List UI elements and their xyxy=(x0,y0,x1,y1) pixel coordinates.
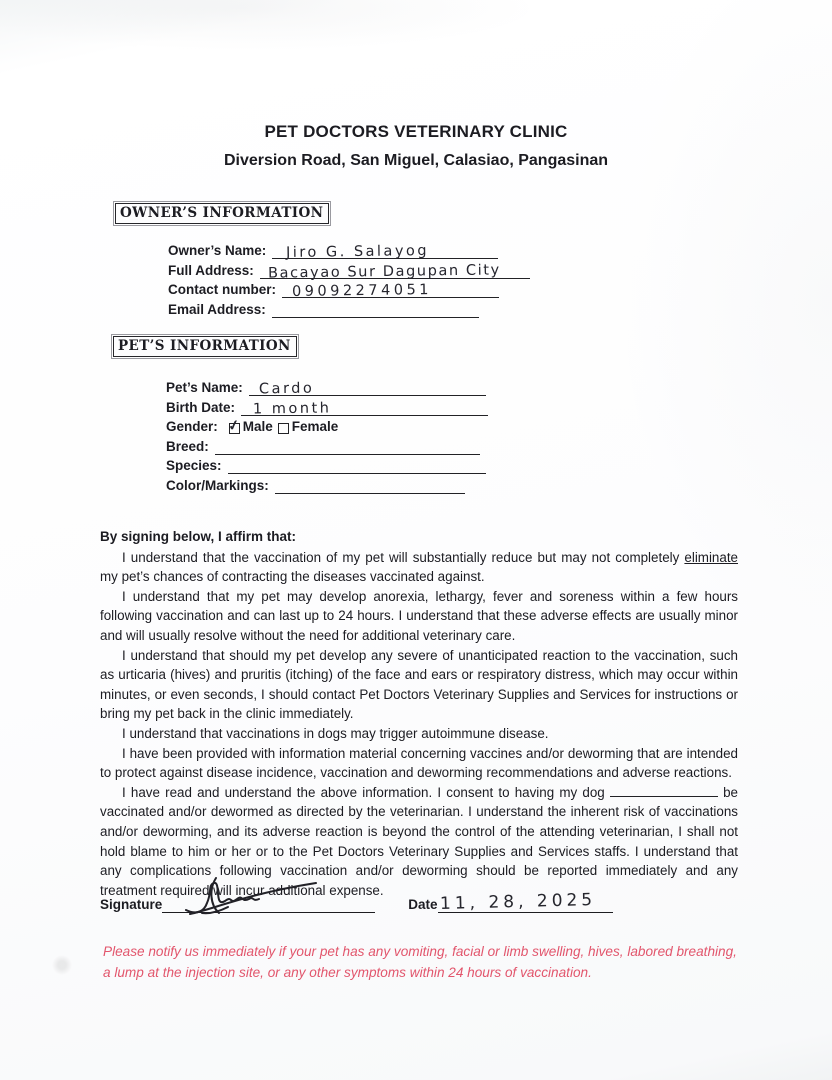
contact-number-handwriting: 09092274051 xyxy=(291,282,433,300)
owner-name-line xyxy=(272,243,498,259)
breed-line xyxy=(215,439,480,455)
signature-section xyxy=(100,889,740,915)
clinic-name: PET DOCTORS VETERINARY CLINIC xyxy=(264,122,568,141)
birth-date-line xyxy=(241,400,488,416)
birth-date-field xyxy=(166,397,488,416)
affirmation-paragraph-5: I have been provided with information material concerning vaccines and/or deworming that are intended to protect against disease incidence, vaccination and deworming recommendations and adverse reactions. xyxy=(100,745,738,781)
signature-line xyxy=(162,894,375,913)
male-checkbox xyxy=(226,415,241,435)
female-checkbox xyxy=(278,423,289,434)
full-address-line xyxy=(260,261,530,282)
contact-number-field xyxy=(168,279,530,298)
underlined-word: eliminate xyxy=(684,549,738,565)
birth-date-label: Birth Date: xyxy=(166,399,236,415)
female-option-label: Female xyxy=(291,419,339,434)
breed-label: Breed: xyxy=(166,438,209,454)
owner-name-label: Owner’s Name: xyxy=(168,243,267,258)
contact-number-label: Contact number: xyxy=(168,282,276,297)
signature-label: Signature xyxy=(100,897,163,912)
pet-information-heading: PET’S INFORMATION xyxy=(113,336,297,357)
date-handwriting: 11, 28, 2025 xyxy=(439,889,596,915)
email-address-field xyxy=(168,299,530,318)
color-markings-label: Color/Markings: xyxy=(166,477,269,493)
gender-label: Gender: xyxy=(166,419,218,434)
paragraph-text: I understand that the vaccination of my pet will substantially reduce but may not completely xyxy=(122,549,685,565)
species-label: Species: xyxy=(166,458,222,473)
owner-information-heading: OWNER’S INFORMATION xyxy=(115,203,329,224)
pet-name-line xyxy=(249,380,486,396)
signature-scribble xyxy=(180,872,330,920)
paragraph-text: be vaccinated and/or dewormed as directed by the veterinarian. I understand the inherent risk of vaccinations and/or deworming, and its adverse reaction is beyond the control of the attending veterinarian, I shall not hold blame to him or her or to the Pet Doctors Veterinary Supplies and Services staffs. I understand that any complications following vaccination and/or deworming should be reported immediately and any treatment required will incur additional expense. xyxy=(100,784,738,898)
date-line xyxy=(438,889,613,915)
email-address-label: Email Address: xyxy=(168,301,266,317)
affirmation-heading: By signing below, I affirm that: xyxy=(100,529,297,544)
gender-field xyxy=(166,416,488,435)
pet-fields xyxy=(166,377,488,494)
owner-name-field xyxy=(168,240,530,259)
color-markings-line xyxy=(275,478,465,494)
affirmation-paragraph-4: I understand that vaccinations in dogs may trigger autoimmune disease. xyxy=(122,725,549,741)
date-label: Date xyxy=(408,897,438,912)
male-check-mark: ✓ xyxy=(226,415,241,435)
clinic-address: Diversion Road, San Miguel, Calasiao, Pangasinan xyxy=(223,152,609,169)
pet-name-handwriting: Cardo xyxy=(258,380,315,398)
paragraph-text: I have read and understand the above information. I consent to having my dog xyxy=(122,784,610,800)
affirmation-paragraph-1 xyxy=(100,548,738,587)
owner-fields xyxy=(168,240,530,318)
affirmation-paragraph-3: I understand that should my pet develop any severe of unanticipated reaction to the vaccination, such as urticaria (hives) and pruritis (itching) of the face and ears or respiratory distress, which may occur within minutes, or even seconds, I should contact Pet Doctors Veterinary Supplies and Services for instructions or bring my pet back in the clinic immediately. xyxy=(100,647,738,722)
birth-date-handwriting: 1 month xyxy=(252,399,332,418)
document-header xyxy=(0,122,832,170)
full-address-field xyxy=(168,260,530,282)
contact-number-line xyxy=(282,282,499,298)
affirmation-body xyxy=(100,527,738,900)
full-address-handwriting: Bacayao Sur Dagupan City xyxy=(267,261,501,282)
full-address-label: Full Address: xyxy=(168,262,254,278)
affirmation-paragraph-2: I understand that my pet may develop anorexia, lethargy, fever and soreness within a few hours following vaccination and can last up to 24 hours. I understand that these adverse effects are usually minor and will usually resolve without the need for additional veterinary care. xyxy=(100,588,738,643)
vaccination-notice: Please notify us immediately if your pet has any vomiting, facial or limb swelling, hives, labored breathing, a lump at the injection site, or any other symptoms within 24 hours of vaccination. xyxy=(103,944,737,980)
color-markings-field xyxy=(166,475,488,494)
breed-field xyxy=(166,436,488,455)
species-line xyxy=(228,458,486,474)
species-field xyxy=(166,455,488,474)
male-option-label: Male xyxy=(242,419,273,434)
pet-name-label: Pet’s Name: xyxy=(166,380,243,395)
paragraph-text: my pet’s chances of contracting the diseases vaccinated against. xyxy=(100,569,485,585)
email-address-line xyxy=(272,302,479,318)
pet-name-field xyxy=(166,377,488,396)
owner-name-handwriting: Jiro G. Salayog xyxy=(286,243,430,261)
dog-name-blank xyxy=(610,784,718,797)
